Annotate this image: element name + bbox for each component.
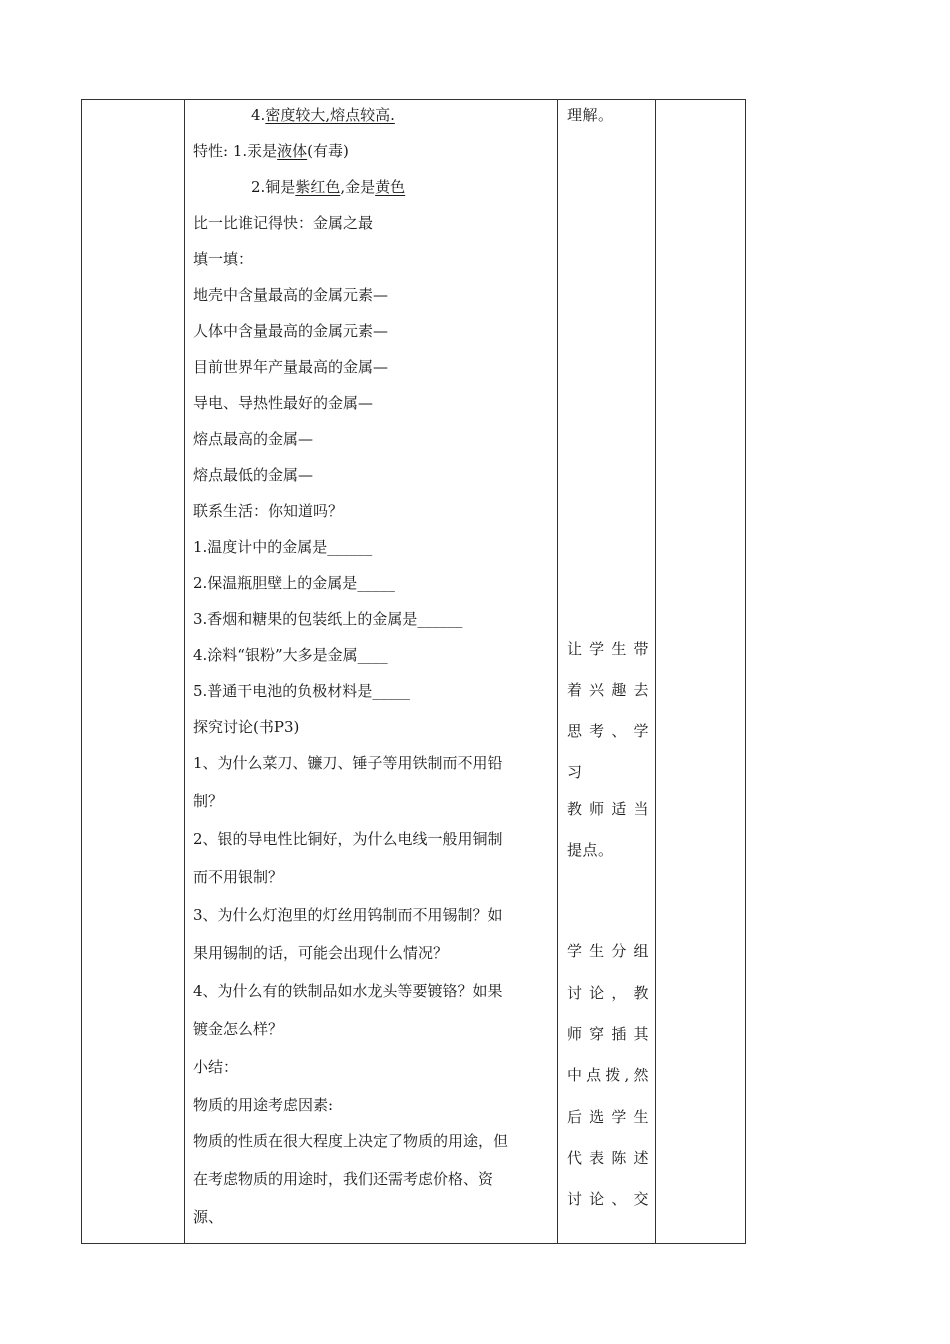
content-line: 在考虑物质的用途时，我们还需考虑价格、资 xyxy=(193,1170,494,1188)
property-text: 密度较大,熔点较高. xyxy=(265,106,395,124)
column-divider-3 xyxy=(655,100,656,1243)
content-line: 比一比谁记得快：金属之最 xyxy=(193,214,374,232)
content-line: 3、为什么灯泡里的灯丝用钨制而不用锡制？如 xyxy=(193,906,503,924)
activity-line: 着兴趣去 xyxy=(567,681,649,699)
content-line: 人体中含量最高的金属元素— xyxy=(193,322,389,340)
content-line: 物质的性质在很大程度上决定了物质的用途，但 xyxy=(193,1132,509,1150)
content-line: 源、 xyxy=(193,1208,224,1226)
content-line: 果用锡制的话，可能会出现什么情况？ xyxy=(193,944,449,962)
activity-line: 师穿插其 xyxy=(567,1025,649,1043)
content-line: 5.普通干电池的负极材料是_____ xyxy=(193,682,410,700)
lesson-table xyxy=(81,99,746,1244)
activity-line: 学生分组 xyxy=(567,942,649,960)
copper-color: 紫红色 xyxy=(295,178,341,196)
content-line: 2.保温瓶胆壁上的金属是_____ xyxy=(193,574,395,592)
activity-line: 讨论，教 xyxy=(567,984,649,1002)
column-divider-2 xyxy=(557,100,558,1243)
activity-line: 教师适当 xyxy=(567,800,649,818)
activity-top-text: 理解。 xyxy=(567,106,614,124)
special-property-line-2 xyxy=(251,178,405,196)
copper-label: 2.铜是 xyxy=(251,178,296,196)
content-line: 物质的用途考虑因素: xyxy=(193,1096,334,1114)
gold-label: ,金是 xyxy=(340,178,376,196)
content-line: 探究讨论(书P3) xyxy=(193,718,300,736)
activity-line: 让学生带 xyxy=(567,640,649,658)
activity-line: 代表陈述 xyxy=(567,1149,649,1167)
content-line: 联系生活：你知道吗？ xyxy=(193,502,344,520)
content-line: 导电、导热性最好的金属— xyxy=(193,394,374,412)
property-number: 4. xyxy=(251,106,266,124)
mercury-state: 液体 xyxy=(277,142,308,160)
content-line: 1.温度计中的金属是______ xyxy=(193,538,373,556)
content-line: 地壳中含量最高的金属元素— xyxy=(193,286,389,304)
activity-line: 讨论、交 xyxy=(567,1190,649,1208)
content-line: 填一填： xyxy=(193,250,254,268)
gold-color: 黄色 xyxy=(375,178,406,196)
content-line: 目前世界年产量最高的金属— xyxy=(193,358,389,376)
activity-line: 习 xyxy=(567,763,583,781)
activity-line: 思考、学 xyxy=(567,722,649,740)
content-line: 1、为什么菜刀、镰刀、锤子等用铁制而不用铅 xyxy=(193,754,503,772)
activity-line: 中点拨,然 xyxy=(567,1066,649,1084)
activity-line: 后选学生 xyxy=(567,1108,649,1126)
special-property-label: 特性: 1.汞是 xyxy=(193,142,278,160)
special-property-line-1 xyxy=(193,142,349,160)
content-line: 制？ xyxy=(193,792,224,810)
content-line: 而不用银制？ xyxy=(193,868,284,886)
content-line: 4.涂料“银粉”大多是金属____ xyxy=(193,646,388,664)
column-divider-1 xyxy=(184,100,185,1243)
content-line: 熔点最低的金属— xyxy=(193,466,314,484)
activity-line: 提点。 xyxy=(567,841,614,859)
mercury-note: (有毒) xyxy=(307,142,349,160)
property-line-4 xyxy=(251,106,395,124)
content-line: 4、为什么有的铁制品如水龙头等要镀铬？如果 xyxy=(193,982,503,1000)
content-line: 镀金怎么样？ xyxy=(193,1020,284,1038)
content-line: 小结： xyxy=(193,1058,239,1076)
content-line: 熔点最高的金属— xyxy=(193,430,314,448)
content-line: 3.香烟和糖果的包装纸上的金属是______ xyxy=(193,610,463,628)
content-line: 2、银的导电性比铜好，为什么电线一般用铜制 xyxy=(193,830,503,848)
